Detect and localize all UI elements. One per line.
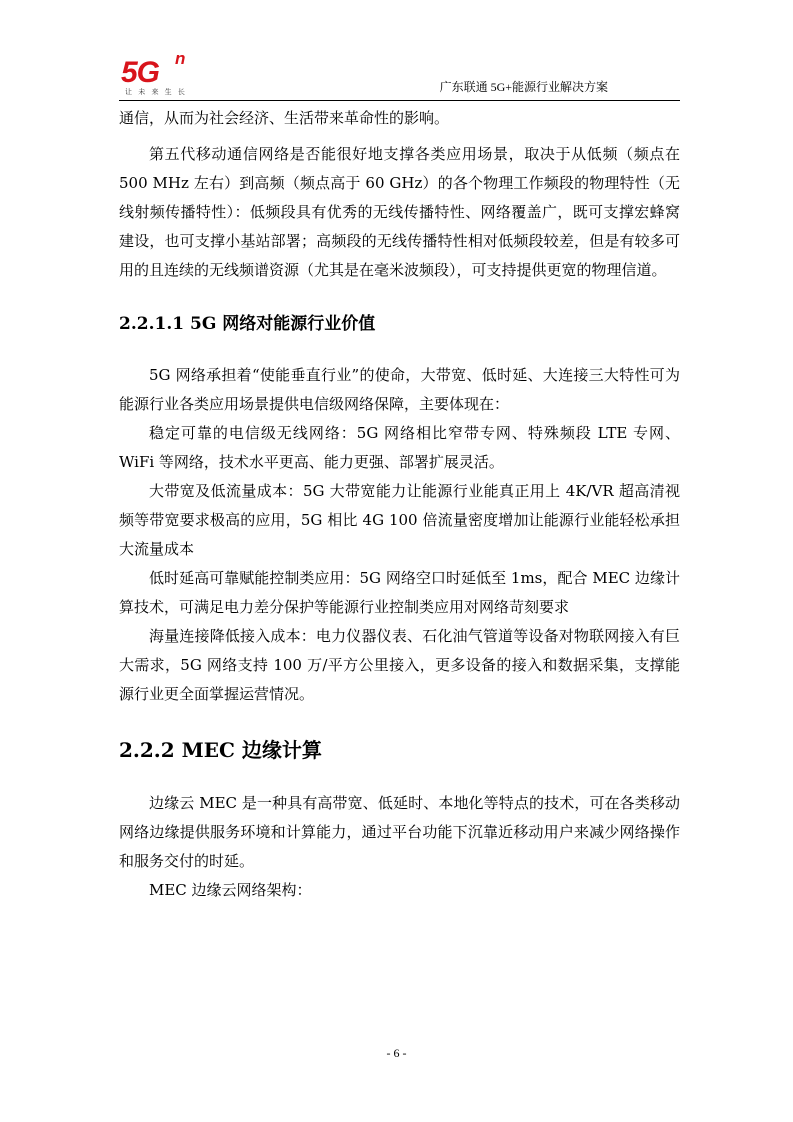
section-heading-2-2-2: 2.2.2 MEC 边缘计算 bbox=[119, 738, 322, 762]
paragraph-frequency-bands: 第五代移动通信网络是否能很好地支撑各类应用场景，取决于从低频（频点在 500 MHz 左右）到高频（频点高于 60 GHz）的各个物理工作频段的物理特性（无线射频传播特性）：低频段具有优秀的无线传播特性、网络覆盖广，既可支撑宏蜂窝建设，也可支撑小基站部署；高频段的无线传播特性相对低频段较差，但是有较多可用的且连续的无线频谱资源（尤其是在毫米波频段），可支持提供更宽的物理信道。 bbox=[119, 145, 680, 279]
logo bbox=[121, 49, 201, 102]
header-title: 广东联通 5G+能源行业解决方案 bbox=[439, 80, 608, 94]
paragraph-mec-architecture: MEC 边缘云网络架构： bbox=[149, 881, 312, 899]
paragraph-reliable-network: 稳定可靠的电信级无线网络：5G 网络相比窄带专网、特殊频段 LTE 专网、WiFi 等网络，技术水平更高、能力更强、部署扩展灵活。 bbox=[119, 424, 680, 471]
paragraph-5g-mission: 5G 网络承担着“使能垂直行业”的使命，大带宽、低时延、大连接三大特性可为能源行业各类应用场景提供电信级网络保障，主要体现在： bbox=[119, 366, 680, 413]
paragraph-bandwidth-cost: 大带宽及低流量成本：5G 大带宽能力让能源行业能真正用上 4K/VR 超高清视频等带宽要求极高的应用，5G 相比 4G 100 倍流量密度增加让能源行业能轻松承担大流量成本 bbox=[119, 482, 680, 558]
logo-superscript: n bbox=[175, 49, 186, 68]
section-heading-2-2-1-1: 2.2.1.1 5G 网络对能源行业价值 bbox=[119, 314, 376, 334]
logo-5g-text: 5G bbox=[121, 56, 160, 89]
logo-slogan: 让 未 来 生 长 bbox=[125, 88, 187, 96]
paragraph-massive-connections: 海量连接降低接入成本：电力仪器仪表、石化油气管道等设备对物联网接入有巨大需求，5G 网络支持 100 万/平方公里接入，更多设备的接入和数据采集，支撑能源行业更全面掌握运营情况。 bbox=[119, 627, 680, 703]
header-divider bbox=[119, 100, 680, 101]
paragraph-continuation: 通信，从而为社会经济、生活带来革命性的影响。 bbox=[119, 109, 450, 127]
paragraph-low-latency: 低时延高可靠赋能控制类应用：5G 网络空口时延低至 1ms，配合 MEC 边缘计算技术，可满足电力差分保护等能源行业控制类应用对网络苛刻要求 bbox=[119, 569, 680, 616]
page-number: - 6 - bbox=[386, 1046, 407, 1060]
document-body bbox=[119, 104, 680, 905]
paragraph-mec-intro: 边缘云 MEC 是一种具有高带宽、低延时、本地化等特点的技术，可在各类移动网络边缘提供服务环境和计算能力，通过平台功能下沉靠近移动用户来减少网络操作和服务交付的时延。 bbox=[119, 794, 680, 870]
